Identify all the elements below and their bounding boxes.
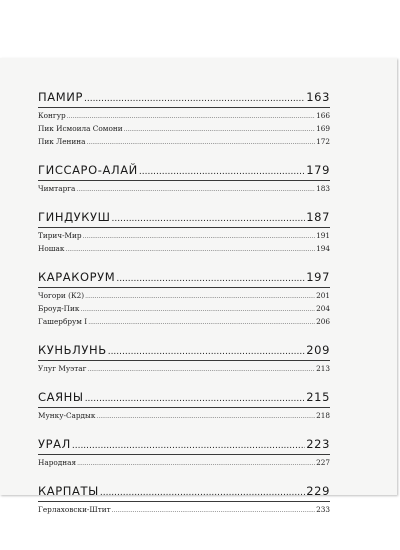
entry-name: Народная: [38, 458, 77, 467]
dot-leader: [139, 166, 305, 179]
toc-section: [38, 271, 330, 329]
section-heading: [38, 211, 330, 226]
section-heading: [38, 271, 330, 286]
toc-section: [38, 211, 330, 256]
entry-name: Броуд-Пик: [38, 304, 80, 313]
section-divider: [38, 180, 330, 181]
dot-leader: [86, 137, 315, 149]
entry-page-number: 166: [316, 111, 330, 120]
dot-leader: [112, 213, 306, 226]
entry-page-number: 233: [316, 505, 330, 514]
section-title: ГИССАРО-АЛАЙ: [38, 163, 138, 177]
section-heading: [38, 438, 330, 453]
section-heading: [38, 91, 330, 106]
entry-page-number: 183: [316, 184, 330, 193]
entry-name: Тирич-Мир: [38, 231, 82, 240]
entry-page-number: 169: [316, 124, 330, 133]
section-page-number: 187: [306, 210, 330, 224]
dot-leader: [72, 440, 305, 453]
section-title: САЯНЫ: [38, 390, 84, 404]
book-page: [0, 58, 397, 514]
section-divider: [38, 501, 330, 502]
entry-page-number: 213: [316, 364, 330, 373]
toc-section: [38, 344, 330, 376]
section-divider: [38, 107, 330, 108]
toc-entry: [38, 410, 330, 423]
section-title: КАРАКОРУМ: [38, 270, 116, 284]
toc-entry: [38, 243, 330, 256]
section-page-number: 223: [306, 437, 330, 451]
entry-page-number: 218: [316, 411, 330, 420]
dot-leader: [77, 458, 315, 470]
section-title: ПАМИР: [38, 90, 83, 104]
toc-section: [38, 91, 330, 149]
section-heading: [38, 391, 330, 406]
toc-entry: [38, 316, 330, 329]
entry-page-number: 227: [316, 458, 330, 467]
dot-leader: [112, 505, 315, 517]
entry-name: Чимтарга: [38, 184, 76, 193]
entry-page-number: 194: [316, 244, 330, 253]
entry-name: Пик Ленина: [38, 137, 86, 146]
dot-leader: [65, 244, 315, 256]
dot-leader: [87, 364, 315, 376]
section-page-number: 163: [306, 90, 330, 104]
section-page-number: 179: [306, 163, 330, 177]
section-title: ГИНДУКУШ: [38, 210, 111, 224]
toc-section: [38, 391, 330, 423]
entry-name: Ношак: [38, 244, 65, 253]
toc-entry: [38, 303, 330, 316]
entry-name: Пик Исмоила Сомони: [38, 124, 123, 133]
section-heading: [38, 344, 330, 359]
section-page-number: 229: [306, 484, 330, 498]
toc-entry: [38, 123, 330, 136]
dot-leader: [85, 291, 315, 303]
dot-leader: [67, 111, 315, 123]
section-divider: [38, 287, 330, 288]
entry-page-number: 172: [316, 137, 330, 146]
toc-entry: [38, 457, 330, 470]
entry-name: Конгур: [38, 111, 66, 120]
dot-leader: [80, 304, 315, 316]
entry-page-number: 191: [316, 231, 330, 240]
entry-page-number: 206: [316, 317, 330, 326]
entry-name: Улуг Муэтаг: [38, 364, 87, 373]
toc-section: [38, 164, 330, 196]
entry-name: Герлаховски-Штит: [38, 505, 111, 514]
section-heading: [38, 485, 330, 500]
entry-name: Гашербрум I: [38, 317, 88, 326]
toc-section: [38, 438, 330, 470]
toc-section: [38, 485, 330, 517]
entry-page-number: 204: [316, 304, 330, 313]
section-divider: [38, 227, 330, 228]
toc-entry: [38, 290, 330, 303]
section-title: КАРПАТЫ: [38, 484, 99, 498]
section-title: УРАЛ: [38, 437, 71, 451]
dot-leader: [100, 487, 305, 500]
entry-name: Чогори (К2): [38, 291, 85, 300]
entry-name: Мунку-Сардык: [38, 411, 96, 420]
dot-leader: [116, 273, 305, 286]
section-page-number: 209: [306, 343, 330, 357]
entry-page-number: 201: [316, 291, 330, 300]
section-title: КУНЬЛУНЬ: [38, 343, 107, 357]
dot-leader: [76, 184, 315, 196]
toc-entry: [38, 110, 330, 123]
toc-entry: [38, 183, 330, 196]
toc-entry: [38, 230, 330, 243]
section-page-number: 197: [306, 270, 330, 284]
toc-entry: [38, 504, 330, 517]
section-heading: [38, 164, 330, 179]
dot-leader: [85, 393, 306, 406]
section-divider: [38, 454, 330, 455]
dot-leader: [108, 346, 306, 359]
dot-leader: [83, 231, 316, 243]
dot-leader: [96, 411, 315, 423]
dot-leader: [84, 93, 305, 106]
toc-entry: [38, 363, 330, 376]
toc-entry: [38, 136, 330, 149]
table-of-contents: [38, 91, 330, 532]
section-divider: [38, 360, 330, 361]
dot-leader: [124, 124, 315, 136]
dot-leader: [88, 317, 315, 329]
section-page-number: 215: [306, 390, 330, 404]
section-divider: [38, 407, 330, 408]
